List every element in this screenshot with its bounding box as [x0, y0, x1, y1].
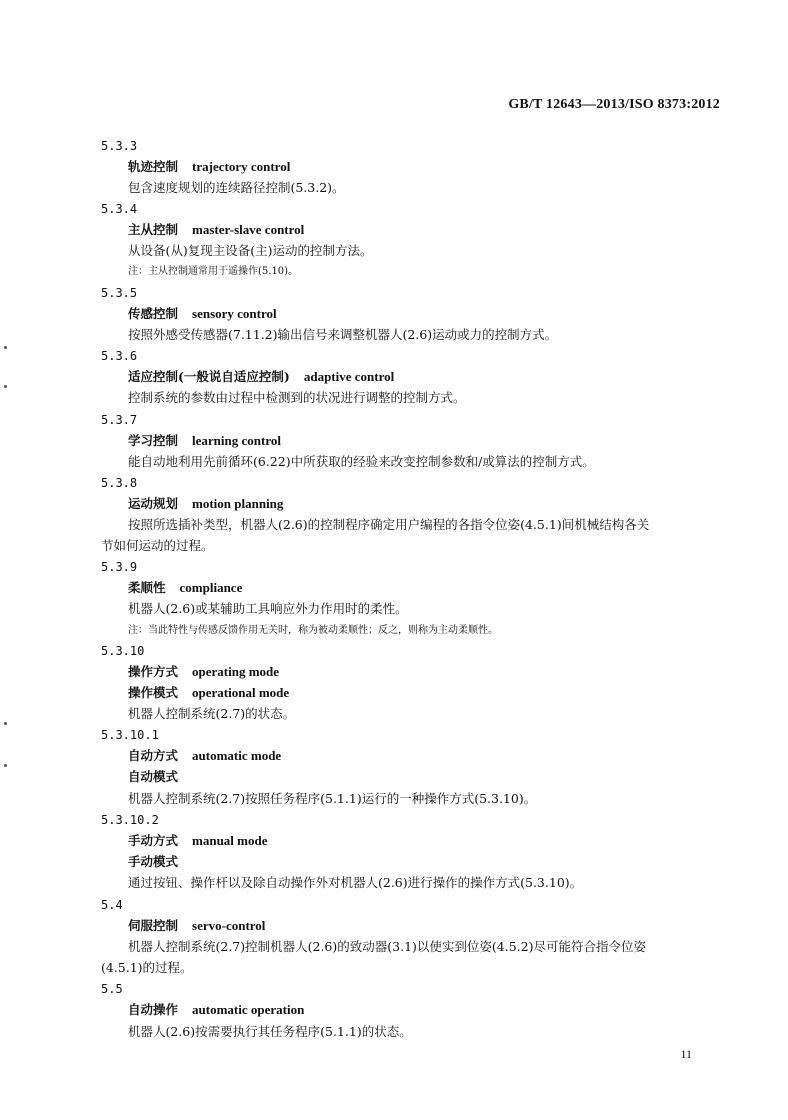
scan-mark — [4, 764, 7, 767]
standard-header: GB/T 12643—2013/ISO 8373:2012 — [508, 97, 720, 112]
term: 操作方式 operating mode — [128, 664, 280, 679]
definition: 按照所选插补类型，机器人(2.6)的控制程序确定用户编程的各指令位姿(4.5.1)间机械结构各关 — [128, 517, 650, 532]
scan-mark — [4, 722, 7, 725]
term: 操作模式 operational mode — [128, 685, 290, 700]
note: 注：当此特性与传感反馈作用无关时，称为被动柔顺性；反之，则称为主动柔顺性。 — [128, 625, 498, 636]
definition-continued: (4.5.1)的过程。 — [101, 960, 193, 975]
definition: 包含速度规划的连续路径控制(5.3.2)。 — [128, 180, 345, 195]
term: 自动操作 automatic operation — [128, 1002, 305, 1017]
clause-number: 5.3.6 — [101, 349, 138, 363]
definition-continued: 节如何运动的过程。 — [101, 538, 214, 553]
definition: 从设备(从)复现主设备(主)运动的控制方法。 — [128, 243, 373, 258]
definition: 机器人控制系统(2.7)控制机器人(2.6)的致动器(3.1)以使实到位姿(4.5.2)尽可能符合指令位姿 — [128, 939, 646, 954]
definition: 机器人控制系统(2.7)的状态。 — [128, 706, 296, 721]
term: 伺服控制 servo-control — [128, 918, 266, 933]
definition: 机器人控制系统(2.7)按照任务程序(5.1.1)运行的一种操作方式(5.3.10)。 — [128, 791, 537, 806]
clause-number: 5.5 — [101, 982, 123, 996]
scan-mark — [4, 385, 7, 388]
clause-number: 5.3.10.1 — [101, 728, 159, 742]
term: 自动方式 automatic mode — [128, 748, 282, 763]
clause-number: 5.4 — [101, 898, 123, 912]
term: 轨迹控制 trajectory control — [128, 159, 291, 174]
clause-number: 5.3.8 — [101, 476, 138, 490]
clause-number: 5.3.4 — [101, 202, 138, 216]
definition: 能自动地利用先前循环(6.22)中所获取的经验来改变控制参数和/或算法的控制方式。 — [128, 454, 595, 469]
clause-number: 5.3.3 — [101, 139, 138, 153]
definition: 控制系统的参数由过程中检测到的状况进行调整的控制方式。 — [128, 390, 466, 405]
definition: 机器人(2.6)按需要执行其任务程序(5.1.1)的状态。 — [128, 1024, 412, 1039]
term: 主从控制 master-slave control — [128, 222, 305, 237]
term: 柔顺性 compliance — [128, 580, 243, 595]
clause-number: 5.3.10 — [101, 644, 145, 658]
term: 适应控制(一般说自适应控制) adaptive control — [128, 369, 395, 384]
term: 传感控制 sensory control — [128, 306, 277, 321]
definition: 按照外感受传感器(7.11.2)输出信号来调整机器人(2.6)运动或力的控制方式。 — [128, 327, 558, 342]
clause-number: 5.3.5 — [101, 286, 138, 300]
scan-mark — [4, 346, 7, 349]
term: 手动模式 — [128, 854, 179, 869]
term: 运动规划 motion planning — [128, 496, 284, 511]
term: 手动方式 manual mode — [128, 833, 268, 848]
definition: 机器人(2.6)或某辅助工具响应外力作用时的柔性。 — [128, 601, 408, 616]
note: 注：主从控制通常用于遥操作(5.10)。 — [128, 266, 299, 277]
term: 学习控制 learning control — [128, 433, 281, 448]
definition: 通过按钮、操作杆以及除自动操作外对机器人(2.6)进行操作的操作方式(5.3.10)。 — [128, 875, 583, 890]
page-number: 11 — [680, 1047, 692, 1061]
term: 自动模式 — [128, 769, 179, 784]
clause-number: 5.3.7 — [101, 413, 138, 427]
clause-number: 5.3.9 — [101, 560, 138, 574]
clause-number: 5.3.10.2 — [101, 813, 159, 827]
